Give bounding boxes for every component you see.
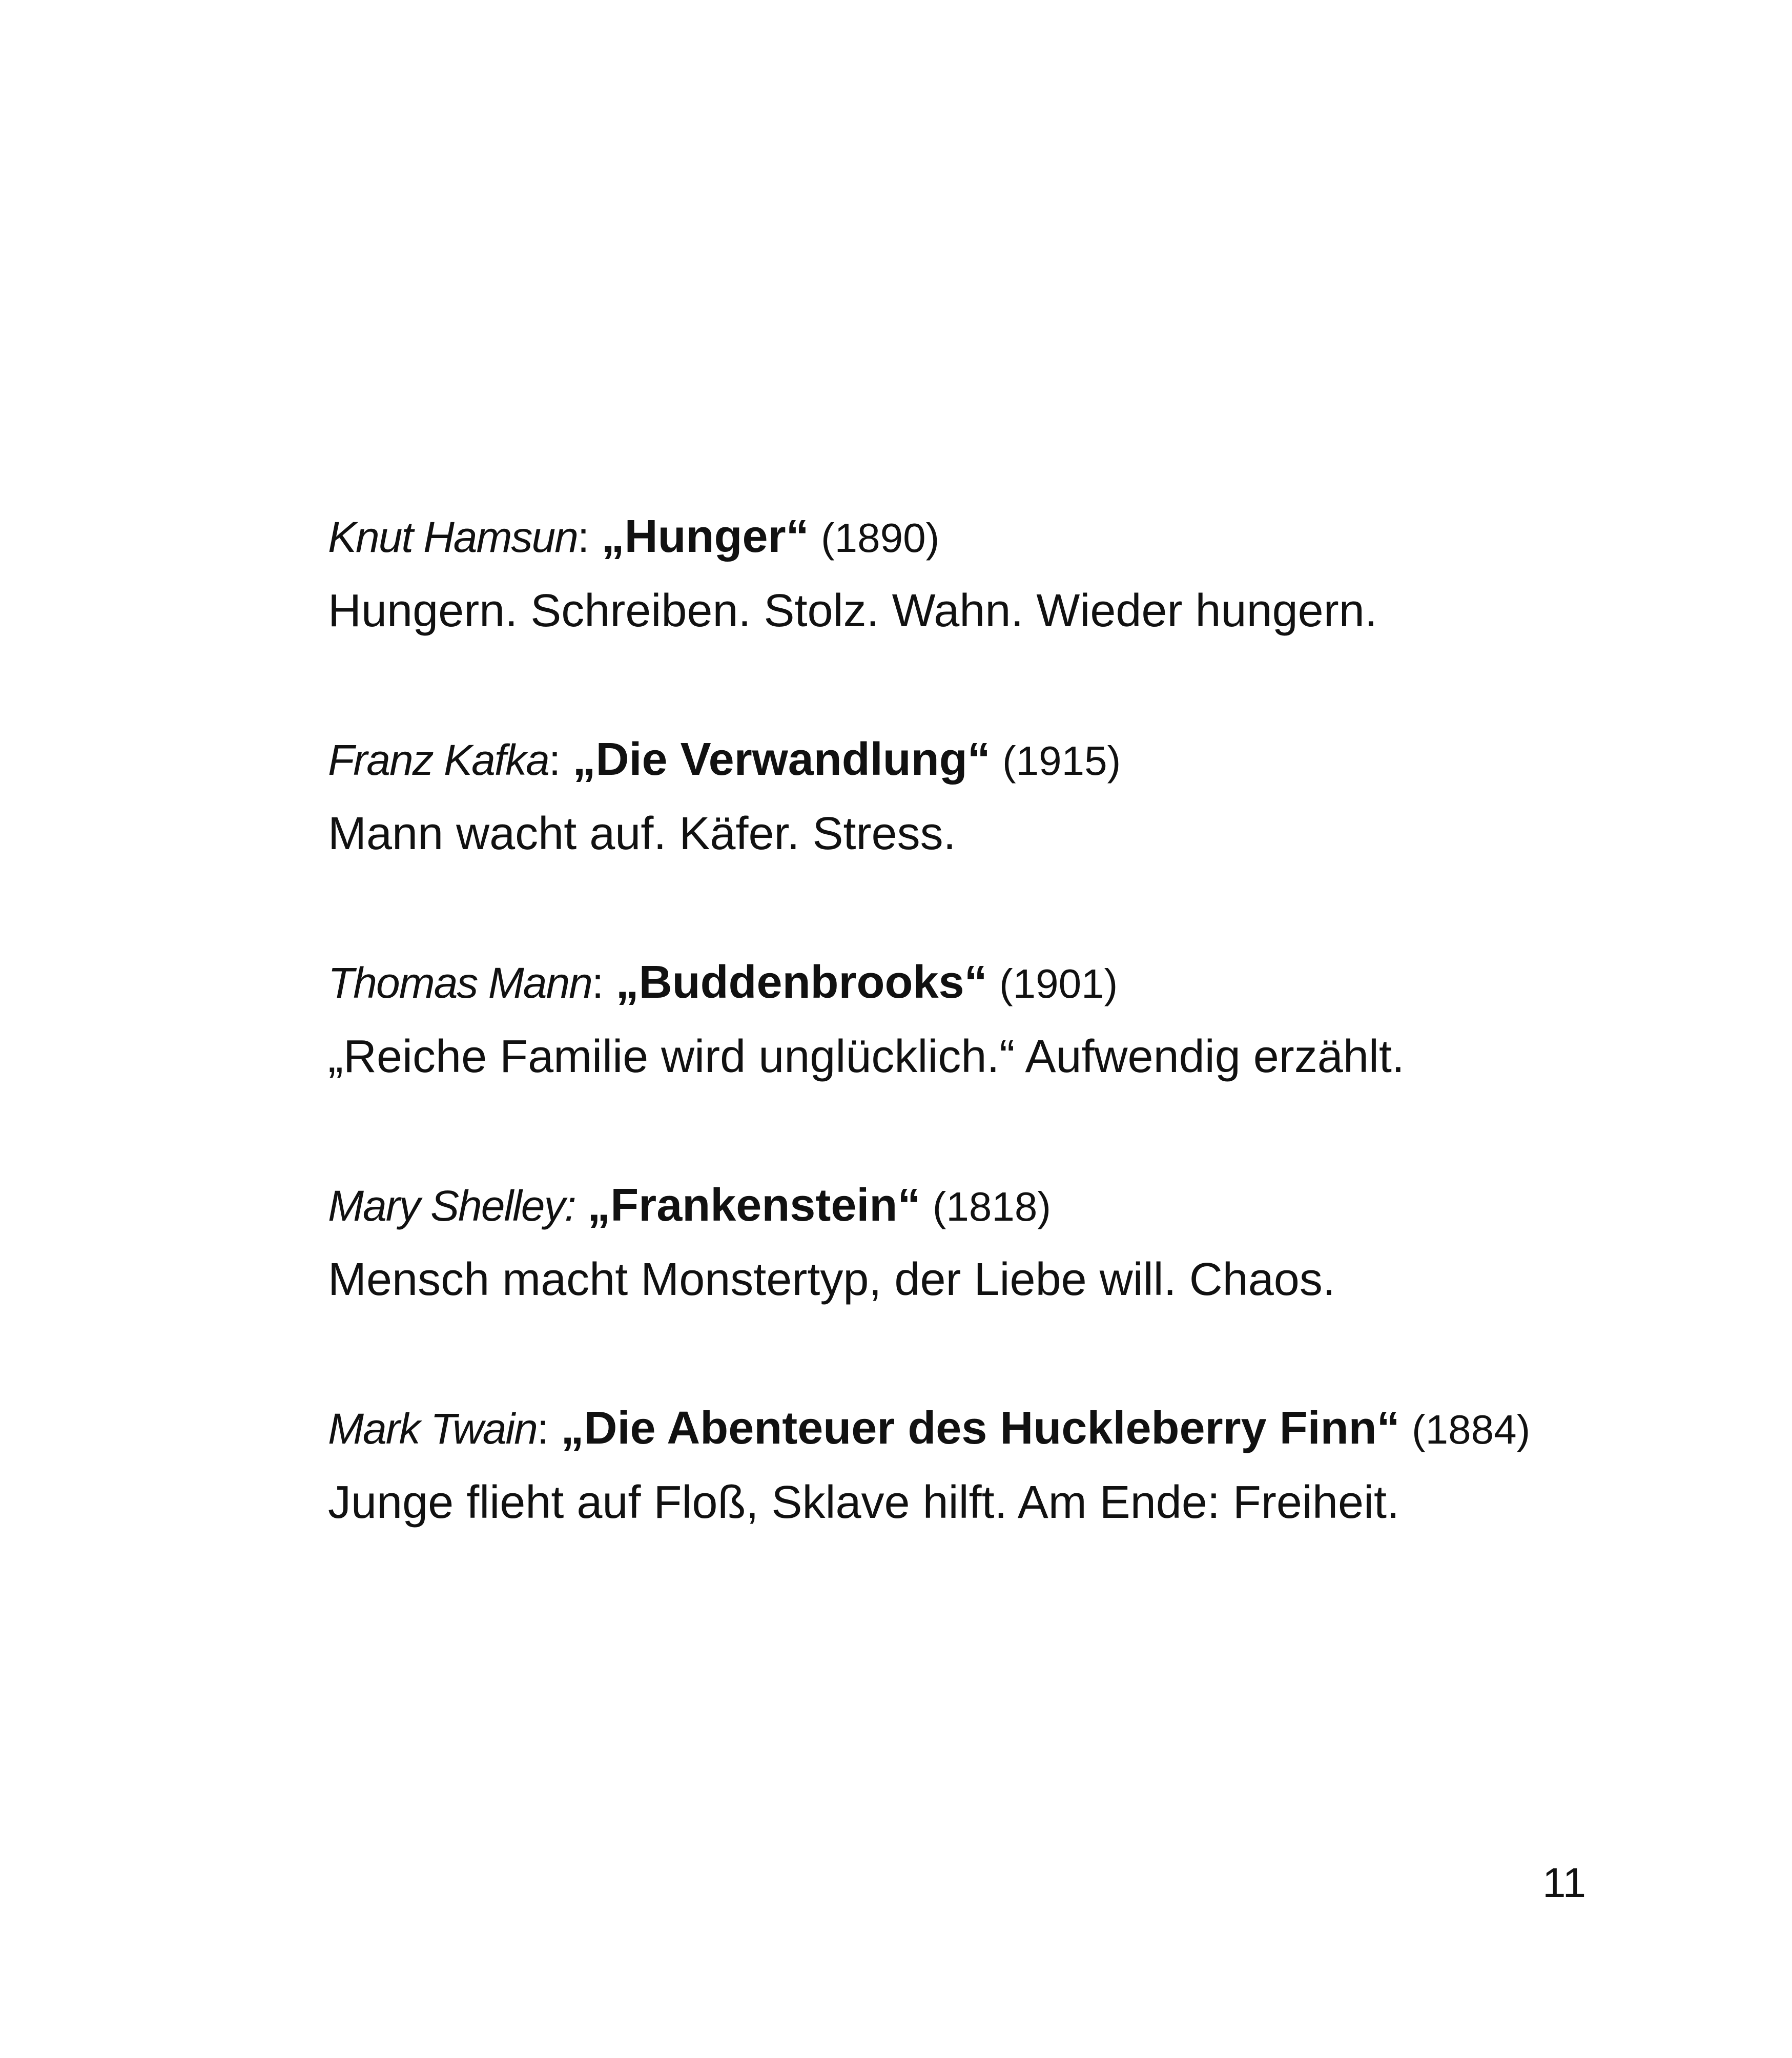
book-title: „Frankenstein“ (587, 1180, 921, 1231)
book-summary: Hungern. Schreiben. Stolz. Wahn. Wieder hungern. (328, 585, 1377, 636)
author-separator: : (537, 1405, 561, 1453)
book-summary: „Reiche Familie wird unglücklich.“ Aufwendig erzählt. (328, 1031, 1405, 1082)
page-number: 11 (1542, 1860, 1587, 1906)
book-heading (328, 1391, 1712, 1466)
book-author: Franz Kafka (328, 736, 549, 784)
book-summary: Junge flieht auf Floß, Sklave hilft. Am Ende: Freiheit. (328, 1477, 1400, 1528)
book-summary: Mensch macht Monstertyp, der Liebe will. Chaos. (328, 1254, 1335, 1305)
book-year: (1818) (932, 1184, 1051, 1229)
book-summary: Mann wacht auf. Käfer. Stress. (328, 808, 956, 859)
book-entry (328, 723, 1712, 945)
book-author: Knut Hamsun (328, 513, 578, 561)
book-title: „Die Abenteuer des Huckleberry Finn“ (561, 1403, 1400, 1454)
book-entry (328, 945, 1712, 1168)
author-separator: : (591, 959, 616, 1007)
book-list (328, 500, 1712, 1614)
book-heading (328, 945, 1712, 1020)
book-year: (1890) (820, 515, 940, 561)
book-title: „Hunger“ (601, 511, 809, 562)
book-heading (328, 723, 1712, 797)
book-title: „Die Verwandlung“ (572, 734, 991, 785)
book-year: (1901) (999, 961, 1118, 1006)
book-author: Mary Shelley: (328, 1182, 575, 1230)
author-separator: : (548, 736, 573, 784)
book-entry (328, 1391, 1712, 1614)
author-separator (575, 1182, 587, 1230)
book-heading (328, 500, 1712, 574)
book-author: Mark Twain (328, 1405, 537, 1453)
book-author: Thomas Mann (328, 959, 592, 1007)
book-title: „Buddenbrooks“ (615, 957, 987, 1008)
book-entry (328, 1168, 1712, 1391)
book-year: (1884) (1411, 1407, 1531, 1452)
book-heading (328, 1168, 1712, 1243)
book-year: (1915) (1002, 738, 1121, 784)
author-separator: : (577, 513, 602, 561)
book-entry (328, 500, 1712, 723)
